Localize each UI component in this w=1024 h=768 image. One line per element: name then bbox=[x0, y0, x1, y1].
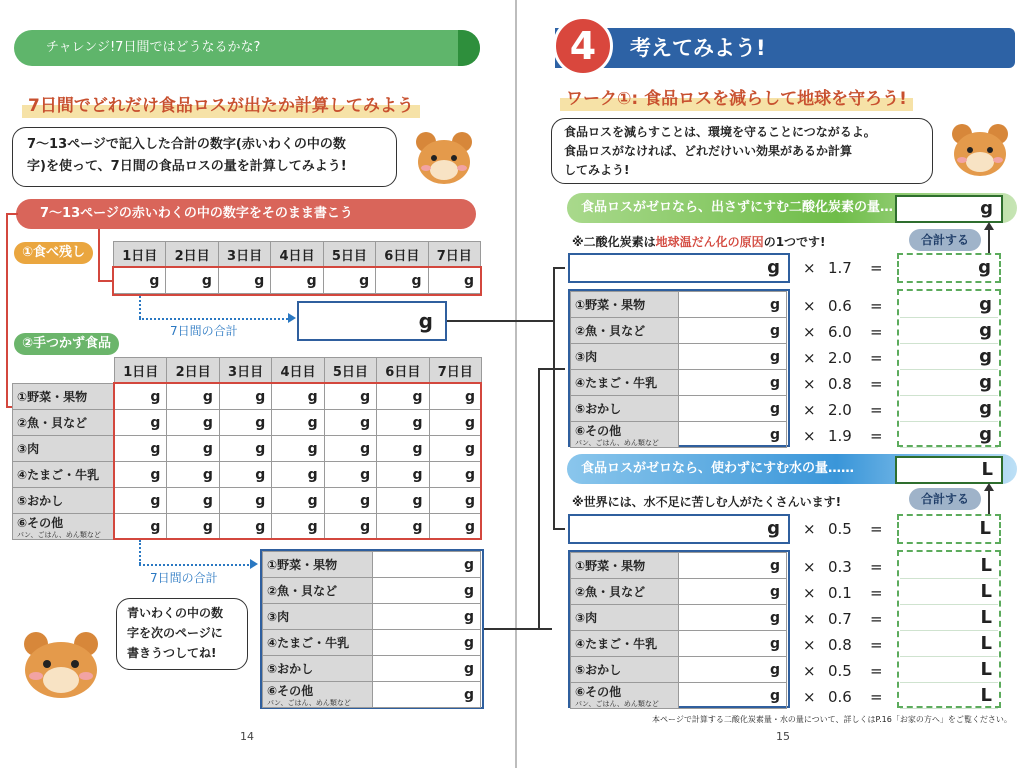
water-total-box[interactable]: L bbox=[895, 456, 1003, 484]
co2-factor: 0.6 bbox=[828, 297, 852, 315]
input-cell[interactable]: g bbox=[376, 268, 428, 294]
input-cell[interactable]: g bbox=[324, 410, 376, 436]
input-cell[interactable]: g bbox=[115, 436, 167, 462]
hamster-icon bbox=[412, 128, 476, 186]
water-factor: 0.8 bbox=[828, 636, 852, 654]
input-cell[interactable]: g bbox=[428, 268, 480, 294]
row-label: ③肉 bbox=[13, 436, 115, 462]
water-factor: 0.5 bbox=[828, 662, 852, 680]
input-cell[interactable]: g bbox=[377, 436, 429, 462]
input-cell[interactable]: g bbox=[219, 462, 271, 488]
input-cell[interactable]: g bbox=[323, 268, 375, 294]
input-cell[interactable]: g bbox=[679, 605, 787, 631]
input-cell[interactable]: g bbox=[429, 436, 481, 462]
input-cell[interactable]: g bbox=[219, 488, 271, 514]
input-cell[interactable]: g bbox=[679, 422, 787, 448]
input-cell[interactable]: g bbox=[679, 344, 787, 370]
times-sign: × bbox=[803, 349, 816, 367]
day-header: 6日目 bbox=[377, 358, 429, 384]
input-cell[interactable]: g bbox=[429, 462, 481, 488]
co2-result-cell[interactable]: g bbox=[900, 345, 998, 370]
day-header: 3日目 bbox=[219, 358, 271, 384]
water-factor: 0.7 bbox=[828, 610, 852, 628]
water-result-cell[interactable]: L bbox=[900, 554, 998, 579]
input-cell[interactable]: g bbox=[115, 410, 167, 436]
input-cell[interactable]: g bbox=[429, 488, 481, 514]
water-band: 食品ロスがゼロなら、使わずにすむ水の量…… bbox=[567, 454, 1017, 484]
water-factor: 0.5 bbox=[828, 520, 852, 538]
input-cell[interactable]: g bbox=[679, 579, 787, 605]
water-factor: 0.3 bbox=[828, 558, 852, 576]
input-cell[interactable]: g bbox=[324, 488, 376, 514]
sum-cell[interactable]: g bbox=[373, 578, 481, 604]
times-sign: × bbox=[803, 375, 816, 393]
input-cell[interactable]: g bbox=[272, 384, 324, 410]
instruction-band: 7～13ページの赤いわくの中の数字をそのまま書こう bbox=[16, 199, 476, 229]
water-note: ※世界には、水不足に苦しむ人がたくさんいます! bbox=[572, 495, 842, 509]
times-sign: × bbox=[803, 323, 816, 341]
co2-factor: 1.7 bbox=[828, 259, 852, 277]
co2-untouched-frame bbox=[568, 289, 790, 447]
water-result[interactable]: L bbox=[897, 514, 1001, 544]
water-result-cell[interactable]: L bbox=[900, 606, 998, 631]
input-cell[interactable]: g bbox=[115, 384, 167, 410]
day-header: 7日目 bbox=[428, 242, 480, 268]
input-cell[interactable]: g bbox=[377, 514, 429, 540]
row-label: ⑤おかし bbox=[571, 396, 679, 422]
input-cell[interactable]: g bbox=[114, 268, 166, 294]
equals-sign: = bbox=[870, 584, 883, 602]
equals-sign: = bbox=[870, 520, 883, 538]
times-sign: × bbox=[803, 259, 816, 277]
input-cell[interactable]: g bbox=[272, 462, 324, 488]
day-header: 2日目 bbox=[166, 242, 218, 268]
equals-sign: = bbox=[870, 349, 883, 367]
input-cell[interactable]: g bbox=[167, 384, 219, 410]
water-result-cell[interactable]: L bbox=[900, 658, 998, 683]
sum-cell[interactable]: g bbox=[373, 604, 481, 630]
sum-row-label: ④たまご・牛乳 bbox=[263, 630, 373, 656]
input-cell[interactable]: g bbox=[167, 410, 219, 436]
day-header: 7日目 bbox=[429, 358, 481, 384]
day-header: 3日目 bbox=[218, 242, 270, 268]
input-cell[interactable]: g bbox=[324, 514, 376, 540]
water-factor: 0.6 bbox=[828, 688, 852, 706]
page-divider bbox=[515, 0, 517, 768]
input-cell[interactable]: g bbox=[679, 370, 787, 396]
work-title: ワーク①: 食品ロスを減らして地球を守ろう! bbox=[560, 82, 913, 111]
co2-factor: 0.8 bbox=[828, 375, 852, 393]
input-cell[interactable]: g bbox=[679, 657, 787, 683]
water-result-cell[interactable]: L bbox=[900, 684, 998, 709]
sum-label: 7日間の合計 bbox=[150, 571, 218, 585]
input-cell[interactable]: g bbox=[219, 436, 271, 462]
row-label: ①野菜・果物 bbox=[13, 384, 115, 410]
input-cell[interactable]: g bbox=[377, 488, 429, 514]
input-cell[interactable]: g bbox=[377, 410, 429, 436]
co2-result-cell[interactable]: g bbox=[900, 371, 998, 396]
day-header: 5日目 bbox=[323, 242, 375, 268]
row-label: ①野菜・果物 bbox=[571, 553, 679, 579]
input-cell[interactable]: g bbox=[377, 384, 429, 410]
day-header: 2日目 bbox=[167, 358, 219, 384]
times-sign: × bbox=[803, 297, 816, 315]
day-header: 4日目 bbox=[271, 242, 323, 268]
input-cell[interactable]: g bbox=[679, 318, 787, 344]
water-result-cell[interactable]: L bbox=[900, 580, 998, 605]
water-factor: 0.1 bbox=[828, 584, 852, 602]
times-sign: × bbox=[803, 662, 816, 680]
page-number: 15 bbox=[776, 730, 790, 743]
equals-sign: = bbox=[870, 297, 883, 315]
row-label: ②魚・貝など bbox=[571, 318, 679, 344]
input-cell[interactable]: g bbox=[167, 514, 219, 540]
row-label: ⑤おかし bbox=[571, 657, 679, 683]
equals-sign: = bbox=[870, 662, 883, 680]
equals-sign: = bbox=[870, 610, 883, 628]
section-header: 考えてみよう! bbox=[555, 28, 1015, 68]
water-leftovers-box[interactable]: g bbox=[568, 514, 790, 544]
input-cell[interactable]: g bbox=[272, 436, 324, 462]
co2-factor: 2.0 bbox=[828, 401, 852, 419]
sum-cell[interactable]: g bbox=[373, 552, 481, 578]
times-sign: × bbox=[803, 688, 816, 706]
intro-bubble: 食品ロスを減らすことは、環境を守ることにつながるよ。 食品ロスがなければ、どれだけいい効果があるか計算 してみよう! bbox=[551, 118, 933, 184]
times-sign: × bbox=[803, 610, 816, 628]
leftovers-sum-box[interactable]: g bbox=[297, 301, 447, 341]
row-label: ③肉 bbox=[571, 344, 679, 370]
row-label: ②魚・貝など bbox=[571, 579, 679, 605]
co2-factor: 2.0 bbox=[828, 349, 852, 367]
input-cell[interactable]: g bbox=[429, 514, 481, 540]
hamster-icon bbox=[948, 120, 1012, 178]
hamster-icon bbox=[16, 630, 106, 702]
input-cell[interactable]: g bbox=[272, 514, 324, 540]
co2-band: 食品ロスがゼロなら、出さずにすむ二酸化炭素の量… bbox=[567, 193, 1017, 223]
co2-total-box[interactable]: g bbox=[895, 195, 1003, 223]
co2-result-cell[interactable]: g bbox=[900, 293, 998, 318]
row-label: ④たまご・牛乳 bbox=[571, 631, 679, 657]
sum-row-label: ⑥その他 パン、ごはん、めん類など bbox=[263, 682, 373, 708]
equals-sign: = bbox=[870, 259, 883, 277]
sum-label: 7日間の合計 bbox=[170, 324, 238, 338]
day-header: 5日目 bbox=[324, 358, 376, 384]
day-header: 6日目 bbox=[376, 242, 428, 268]
sum-row-label: ⑤おかし bbox=[263, 656, 373, 682]
row-label: ①野菜・果物 bbox=[571, 292, 679, 318]
input-cell[interactable]: g bbox=[679, 553, 787, 579]
input-cell[interactable]: g bbox=[218, 268, 270, 294]
input-cell[interactable]: g bbox=[219, 384, 271, 410]
input-cell[interactable]: g bbox=[679, 683, 787, 709]
input-cell[interactable]: g bbox=[166, 268, 218, 294]
equals-sign: = bbox=[870, 688, 883, 706]
times-sign: × bbox=[803, 636, 816, 654]
hint-bubble: 青いわくの中の数 字を次のページに 書きうつしてね! bbox=[116, 598, 248, 670]
input-cell[interactable]: g bbox=[271, 268, 323, 294]
times-sign: × bbox=[803, 427, 816, 445]
day-header: 4日目 bbox=[272, 358, 324, 384]
day-header: 1日目 bbox=[114, 242, 166, 268]
section-number: 4 bbox=[553, 16, 613, 76]
input-cell[interactable]: g bbox=[324, 462, 376, 488]
times-sign: × bbox=[803, 584, 816, 602]
input-cell[interactable]: g bbox=[272, 410, 324, 436]
section-title: 7日間でどれだけ食品ロスが出たか計算してみよう bbox=[22, 89, 420, 118]
input-cell[interactable]: g bbox=[167, 436, 219, 462]
red-frame bbox=[112, 266, 482, 296]
input-cell[interactable]: g bbox=[429, 410, 481, 436]
co2-result[interactable]: g bbox=[897, 253, 1001, 283]
red-frame bbox=[113, 382, 482, 540]
water-untouched-frame bbox=[568, 550, 790, 708]
equals-sign: = bbox=[870, 375, 883, 393]
input-cell[interactable]: g bbox=[219, 514, 271, 540]
equals-sign: = bbox=[870, 401, 883, 419]
row-label: ④たまご・牛乳 bbox=[13, 462, 115, 488]
input-cell[interactable]: g bbox=[167, 462, 219, 488]
row-label: ③肉 bbox=[571, 605, 679, 631]
badge-leftovers: ①食べ残し bbox=[14, 242, 93, 264]
page-number: 14 bbox=[240, 730, 254, 743]
equals-sign: = bbox=[870, 558, 883, 576]
sum-button[interactable]: 合計する bbox=[909, 229, 981, 251]
input-cell[interactable]: g bbox=[272, 488, 324, 514]
instruction-bubble: 7～13ページで記入した合計の数字(赤いわくの中の数 字)を使って、7日間の食品ロスの量を計算してみよう! bbox=[12, 127, 397, 187]
input-cell[interactable]: g bbox=[679, 292, 787, 318]
sum-cell[interactable]: g bbox=[373, 656, 481, 682]
input-cell[interactable]: g bbox=[679, 631, 787, 657]
chapter-header: チャレンジ!7日間ではどうなるかな? bbox=[14, 30, 480, 66]
input-cell[interactable]: g bbox=[324, 384, 376, 410]
times-sign: × bbox=[803, 520, 816, 538]
row-label: ⑤おかし bbox=[13, 488, 115, 514]
sum-cell[interactable]: g bbox=[373, 630, 481, 656]
sum-row-label: ①野菜・果物 bbox=[263, 552, 373, 578]
input-cell[interactable]: g bbox=[679, 396, 787, 422]
co2-factor: 1.9 bbox=[828, 427, 852, 445]
input-cell[interactable]: g bbox=[115, 488, 167, 514]
row-label: ②魚・貝など bbox=[13, 410, 115, 436]
row-label: ⑥その他 パン、ごはん、めん類など bbox=[13, 514, 115, 540]
equals-sign: = bbox=[870, 636, 883, 654]
row-label: ⑥その他 パン、ごはん、めん類など bbox=[571, 683, 679, 709]
input-cell[interactable]: g bbox=[324, 436, 376, 462]
equals-sign: = bbox=[870, 427, 883, 445]
water-result-cell[interactable]: L bbox=[900, 632, 998, 657]
untouched-sum-frame bbox=[260, 549, 484, 709]
co2-note: ※二酸化炭素は地球温だん化の原因の1つです! bbox=[572, 235, 826, 249]
sum-cell[interactable]: g bbox=[373, 682, 481, 708]
sum-row-label: ③肉 bbox=[263, 604, 373, 630]
sum-button[interactable]: 合計する bbox=[909, 488, 981, 510]
footnote: 本ページで計算する二酸化炭素量・水の量について、詳しくはP.16「お家の方へ」をご覧ください。 bbox=[652, 715, 1012, 724]
times-sign: × bbox=[803, 401, 816, 419]
day-header: 1日目 bbox=[115, 358, 167, 384]
leftovers-copy-box[interactable]: g bbox=[568, 253, 790, 283]
row-label: ④たまご・牛乳 bbox=[571, 370, 679, 396]
times-sign: × bbox=[803, 558, 816, 576]
co2-factor: 6.0 bbox=[828, 323, 852, 341]
input-cell[interactable]: g bbox=[429, 384, 481, 410]
sum-row-label: ②魚・貝など bbox=[263, 578, 373, 604]
input-cell[interactable]: g bbox=[167, 488, 219, 514]
co2-result-cell[interactable]: g bbox=[900, 423, 998, 448]
input-cell[interactable]: g bbox=[115, 462, 167, 488]
row-label: ⑥その他 パン、ごはん、めん類など bbox=[571, 422, 679, 448]
badge-untouched: ②手つかず食品 bbox=[14, 333, 119, 355]
co2-result-cell[interactable]: g bbox=[900, 319, 998, 344]
co2-result-cell[interactable]: g bbox=[900, 397, 998, 422]
equals-sign: = bbox=[870, 323, 883, 341]
input-cell[interactable]: g bbox=[115, 514, 167, 540]
input-cell[interactable]: g bbox=[219, 410, 271, 436]
input-cell[interactable]: g bbox=[377, 462, 429, 488]
